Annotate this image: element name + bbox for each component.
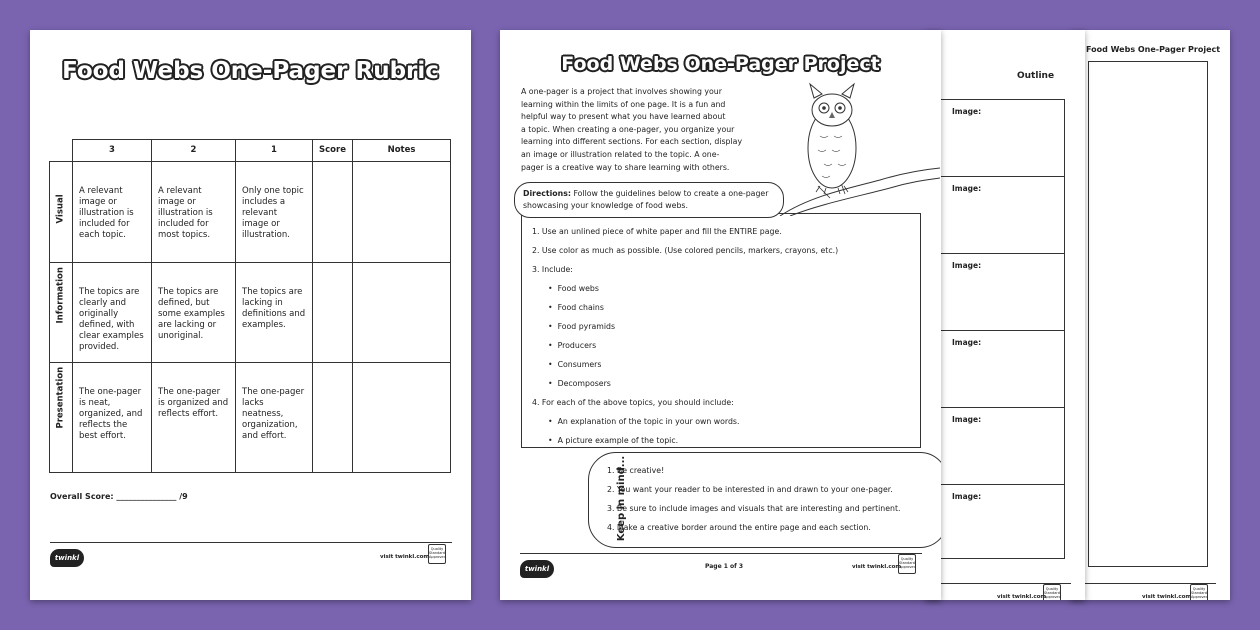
quality-badge-icon: Quality Standard Approved — [1190, 584, 1208, 600]
visit-link: visit twinkl.com — [997, 594, 1047, 600]
table-cell: The topics are lacking in definitions and examples. — [236, 263, 313, 363]
outline-cell: Image: — [932, 177, 1064, 254]
guideline-3: 3. Include: — [532, 265, 573, 274]
table-cell: The topics are defined, but some examples are lacking or unoriginal. — [152, 263, 236, 363]
quality-badge-icon: Quality Standard Approved — [898, 554, 916, 574]
column-header: 2 — [152, 140, 236, 162]
column-header: 3 — [73, 140, 152, 162]
column-header: Notes — [353, 140, 451, 162]
table-cell: Only one topic includes a relevant image or illustration. — [236, 162, 313, 263]
intro-line: pager is a creative way to share learning with others. — [521, 162, 730, 172]
reminder-item: 4. Make a creative border around the entire page and each section. — [607, 523, 871, 532]
footer-divider — [520, 553, 922, 554]
intro-paragraph — [521, 86, 761, 174]
table-row — [50, 363, 451, 473]
directions-text: Follow the guidelines below to create a one-pager — [570, 189, 769, 198]
rubric-table — [49, 139, 451, 473]
guideline-1: 1. Use an unlined piece of white paper and fill the ENTIRE page. — [532, 227, 782, 236]
directions-text-2: showcasing your knowledge of food webs. — [523, 201, 688, 210]
rubric-title: Food Webs One-Pager Rubric — [62, 58, 439, 84]
include-item: • A picture example of the topic. — [548, 436, 679, 445]
intro-line: learning into different sections. For each section, display — [521, 137, 743, 147]
outline-grid — [931, 99, 1065, 559]
footer-divider — [50, 542, 452, 543]
outline-title: Outline — [1017, 71, 1055, 81]
directions-box — [514, 182, 784, 218]
outline-cell: Image: — [932, 100, 1064, 177]
table-cell: A relevant image or illustration is included for most topics. — [152, 162, 236, 263]
guideline-2: 2. Use color as much as possible. (Use colored pencils, markers, crayons, etc.) — [532, 246, 839, 255]
rubric-page — [30, 30, 471, 600]
visit-link: visit twinkl.com — [380, 554, 430, 560]
twinkl-logo-icon: twinkl — [50, 549, 84, 567]
intro-line: helpful way to present what you have learned about — [521, 112, 726, 122]
outline-cell: Image: — [932, 331, 1064, 408]
project-title: Food Webs One-Pager Project — [561, 53, 880, 75]
table-row — [50, 162, 451, 263]
topic-item: • Food webs — [548, 284, 599, 293]
keep-in-mind-box — [588, 452, 941, 548]
score-cell — [313, 162, 353, 263]
intro-line: a topic. When creating a one-pager, you organize your — [521, 124, 735, 134]
intro-line: A one-pager is a project that involves showing your — [521, 87, 722, 96]
table-cell: The one-pager is organized and reflects effort. — [152, 363, 236, 473]
reminder-item: 2. You want your reader to be interested in and drawn to your one-pager. — [607, 485, 893, 494]
quality-badge-icon: Quality Standard Approved — [428, 544, 446, 564]
directions-label: Directions: — [523, 189, 571, 198]
row-label: Information — [50, 263, 73, 363]
rubric-corner — [50, 140, 73, 162]
guidelines-box — [521, 213, 921, 448]
row-label: Presentation — [50, 363, 73, 473]
topic-item: • Consumers — [548, 360, 602, 369]
topic-item: • Producers — [548, 341, 597, 350]
keep-in-mind-label: Keep in mind... — [616, 455, 628, 542]
reminder-item: 3. Be sure to include images and visuals that are interesting and pertinent. — [607, 504, 901, 513]
score-cell — [313, 363, 353, 473]
page3-title: Food Webs One-Pager Project — [1086, 45, 1221, 54]
score-cell — [313, 263, 353, 363]
visit-link: visit twinkl.com — [852, 564, 902, 570]
intro-line: learning within the limits of one page. It is a fun and — [521, 99, 726, 109]
table-cell: The topics are clearly and originally defined, with clear examples provided. — [73, 263, 152, 363]
topic-item: • Food chains — [548, 303, 604, 312]
table-cell: The one-pager lacks neatness, organization, and effort. — [236, 363, 313, 473]
notes-cell — [353, 363, 451, 473]
topic-item: • Decomposers — [548, 379, 611, 388]
table-row — [50, 263, 451, 363]
quality-badge-icon: Quality Standard Approved — [1043, 584, 1061, 600]
notes-cell — [353, 162, 451, 263]
topic-item: • Food pyramids — [548, 322, 616, 331]
table-cell: A relevant image or illustration is included for each topic. — [73, 162, 152, 263]
page3-drawing-box — [1088, 61, 1208, 567]
include-item: • An explanation of the topic in your own words. — [548, 417, 740, 426]
twinkl-logo-icon: twinkl — [520, 560, 554, 578]
outline-cell: Image: — [932, 408, 1064, 485]
guideline-4: 4. For each of the above topics, you should include: — [532, 398, 734, 407]
page-number: Page 1 of 3 — [705, 563, 743, 570]
page-two-outline — [925, 30, 1085, 600]
overall-score: Overall Score: _______________ /9 — [50, 492, 188, 501]
outline-cell: Image: — [932, 254, 1064, 331]
project-page — [500, 30, 941, 600]
rubric-header-row — [50, 140, 451, 162]
intro-line: an image or illustration related to the topic. A one- — [521, 149, 720, 159]
reminder-item: 1. Be creative! — [607, 466, 665, 475]
outline-cell: Image: — [952, 492, 982, 501]
visit-link: visit twinkl.com — [1142, 594, 1192, 600]
notes-cell — [353, 263, 451, 363]
column-header: 1 — [236, 140, 313, 162]
row-label: Visual — [50, 162, 73, 263]
page-three — [1070, 30, 1230, 600]
table-cell: The one-pager is neat, organized, and reflects the best effort. — [73, 363, 152, 473]
column-header: Score — [313, 140, 353, 162]
owl-illustration-icon — [770, 76, 940, 216]
